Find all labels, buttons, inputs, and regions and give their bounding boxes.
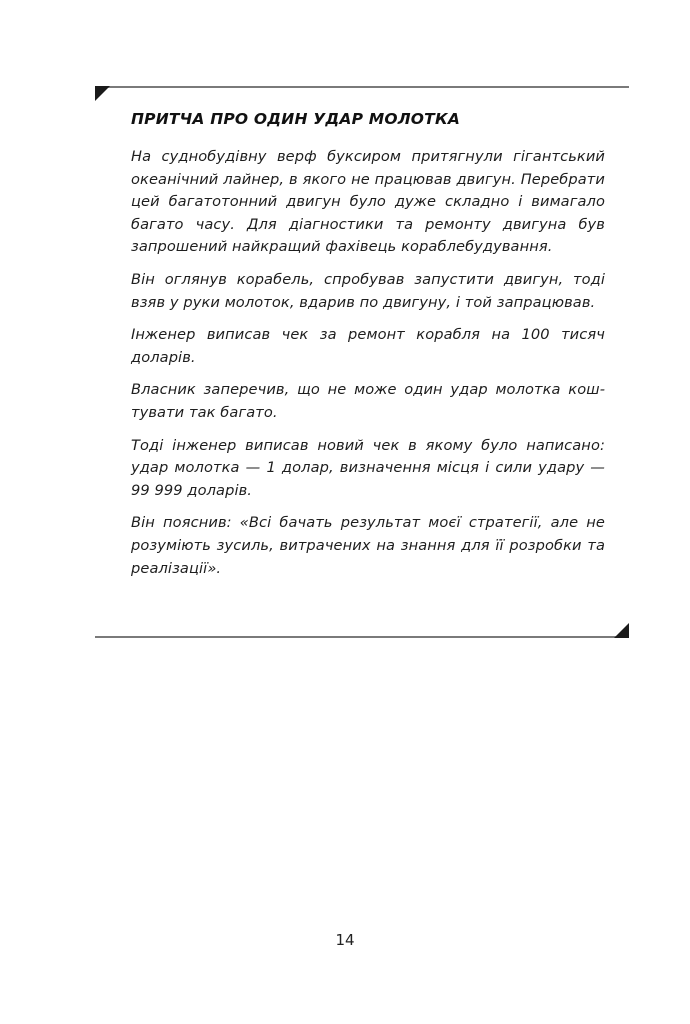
top-divider-line [95,86,629,88]
parable-box [131,110,605,590]
parable-title: ПРИТЧА ПРО ОДИН УДАР МОЛОТКА [131,110,461,128]
bottom-corner-triangle [614,623,629,638]
page-number: 14 [335,931,355,949]
paragraph-3: Інженер виписав чек за ремонт корабля на 100 тисяч доларів. [131,326,605,366]
bottom-divider-line [95,636,629,638]
paragraph-1: На суднобудівну верф буксиром притягнули гігантський океанічний лайнер, в якого не працював двигун. Перебрати цей багатотонний двигун було дуже складно і вимагало багато часу. Для діагностики та ремонту двигуна був запрошений найкращий фахівець кораблебудування. [131,148,605,256]
paragraph-5: Тоді інженер виписав новий чек в якому було написано: удар молотка — 1 долар, визначення місця і сили удару — 99 999 доларів. [131,436,605,499]
paragraph-2: Він оглянув корабель, спробував запустити двигун, тоді взяв у руки молоток, вдарив по двигуну, і той запрацював. [131,270,605,311]
paragraph-4: Власник заперечив, що не може один удар молотка коштувати так багато. [131,381,605,421]
paragraph-6: Він пояснив: «Всі бачать результат моєї стратегії, але не розуміють зусиль, витрачених на знання для її розробки та реалізації». [131,514,605,577]
top-corner-triangle [95,86,110,101]
